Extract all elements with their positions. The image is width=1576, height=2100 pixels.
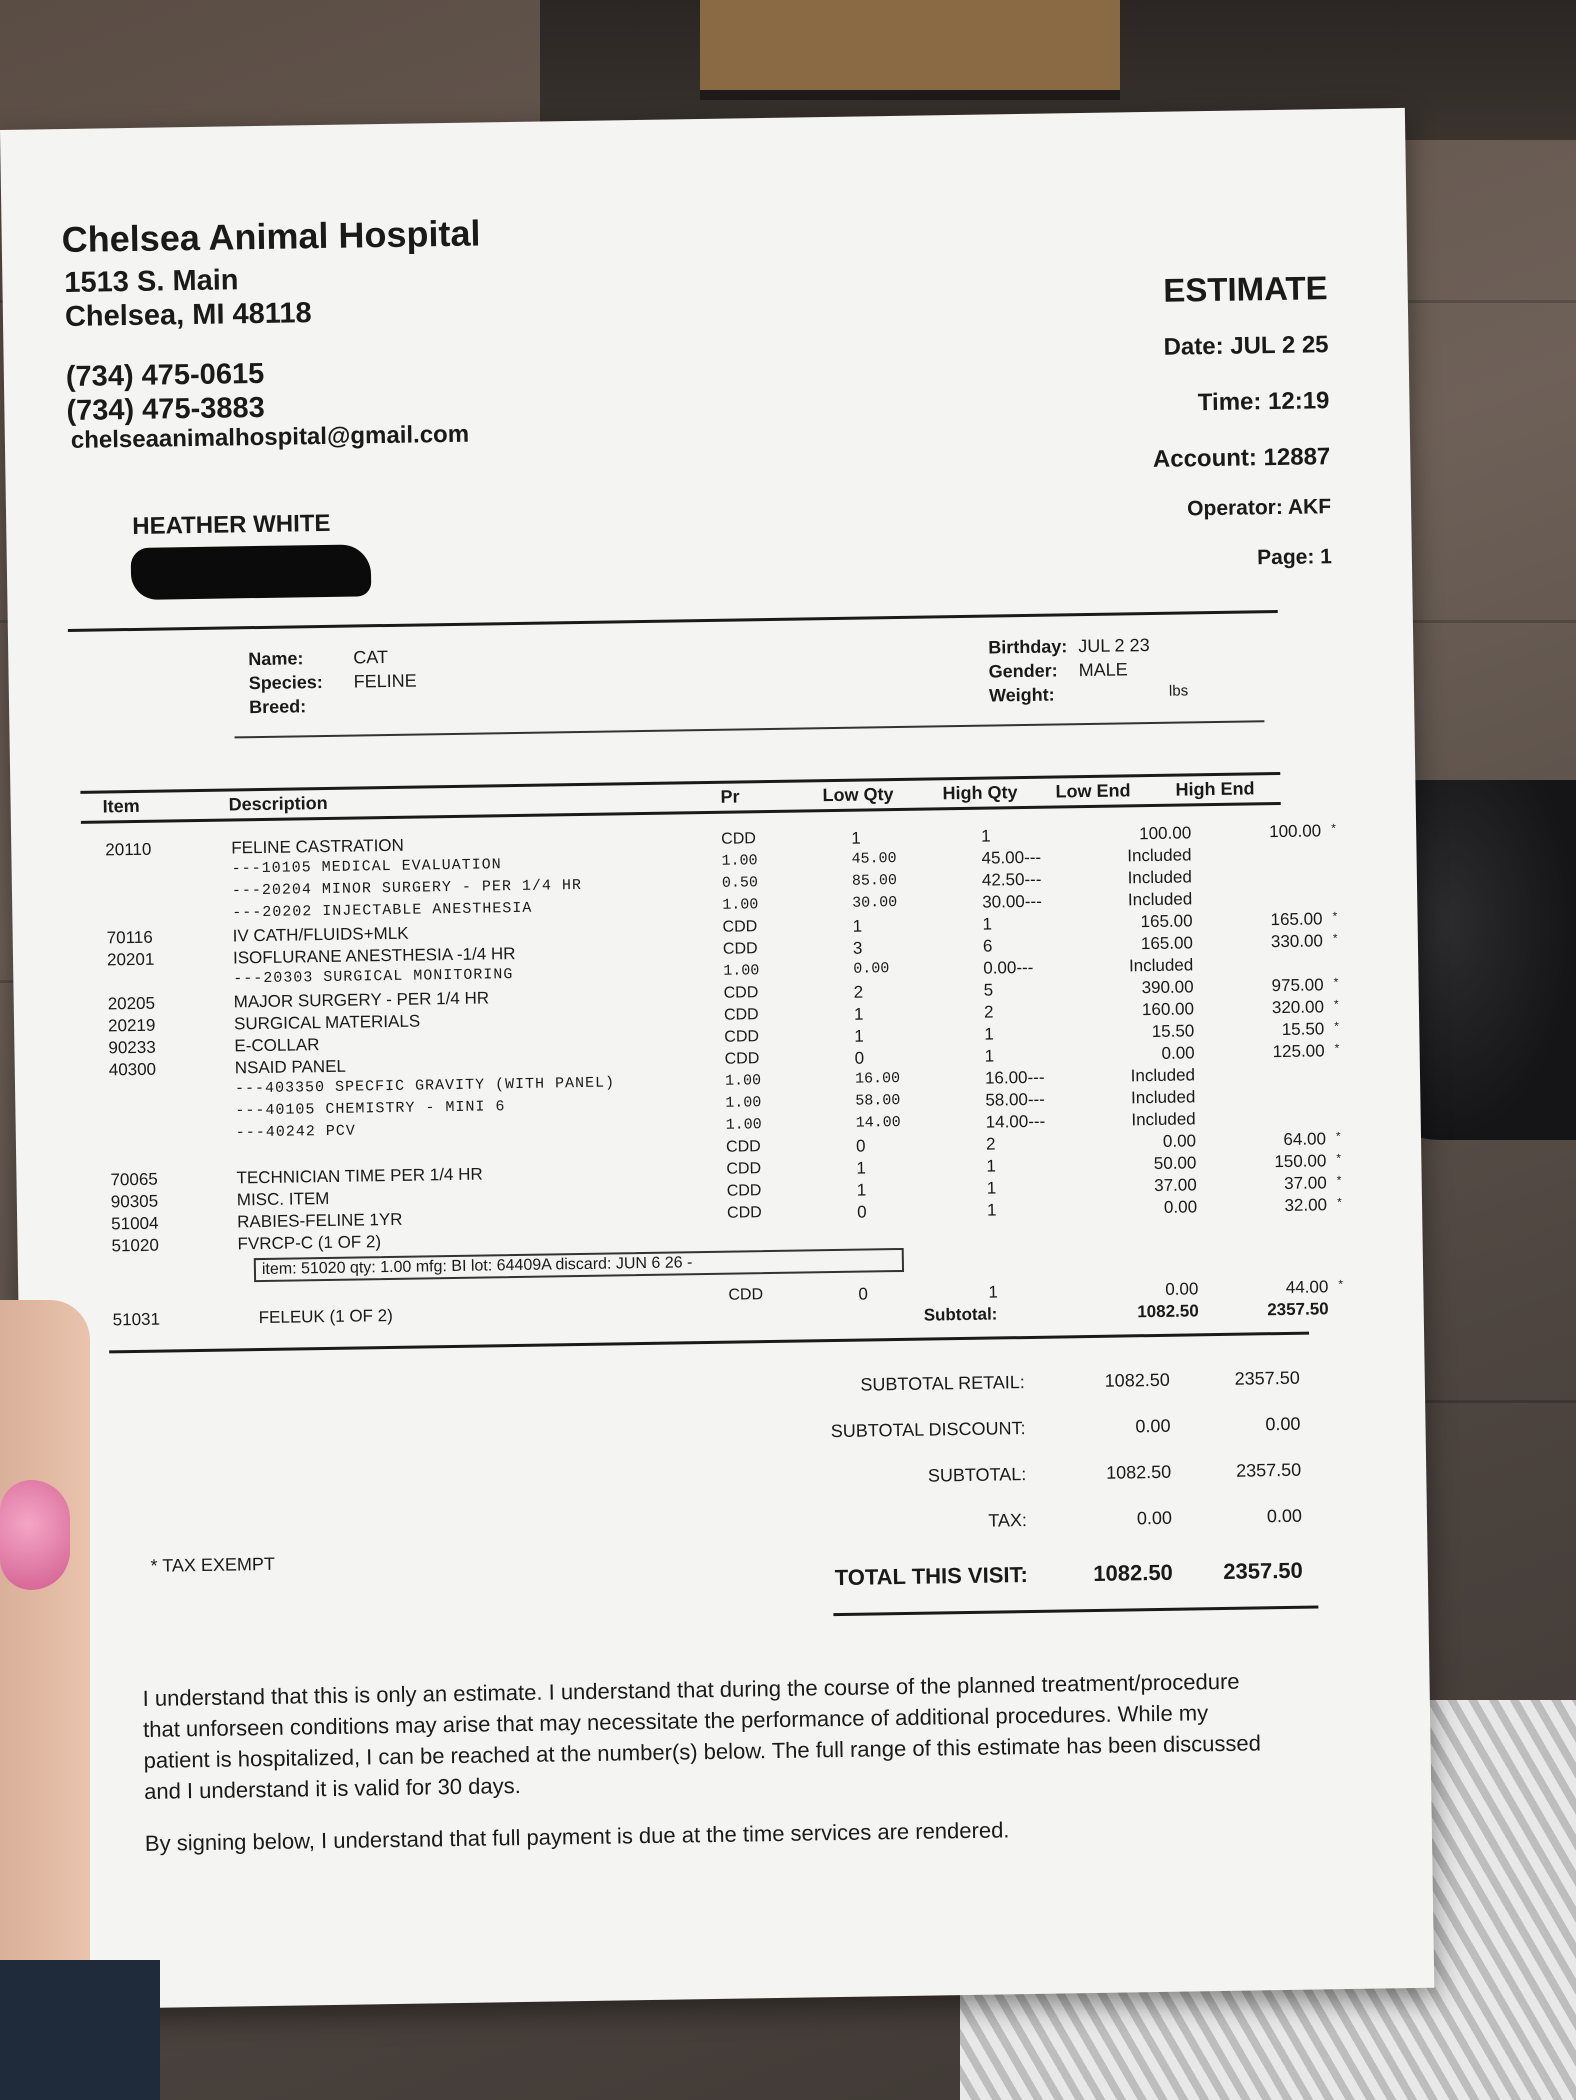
item-mark: * [1333,975,1339,990]
item-mark: * [1335,1129,1341,1144]
estimate-time: Time: 12:19 [1197,387,1330,417]
item-high-qty: 5 [983,980,994,1000]
item-low-end: Included [1130,1065,1196,1086]
item-pr: CDD [724,1050,760,1068]
tax-exempt-note: * TAX EXEMPT [150,1553,276,1576]
item-low-end: Included [1127,889,1193,910]
total-visit-low: 1082.50 [1093,1559,1173,1587]
item-pr: CDD [723,1006,759,1024]
item-low-qty: 1 [856,1158,867,1178]
pet-info-divider [235,720,1265,738]
clinic-address-line2: Chelsea, MI 48118 [64,297,312,334]
item-pr: CDD [726,1182,762,1200]
item-low-end: 0.00 [1161,1043,1195,1063]
item-pr: CDD [722,940,758,958]
item-description: ---20202 INJECTABLE ANESTHESIA [232,899,533,922]
item-code: 70116 [106,927,153,948]
jeans-sleeve [0,1960,160,2100]
item-high-qty: 2 [983,1002,994,1022]
pet-gender: MALE [1078,659,1128,681]
item-low-qty: 0.00 [853,960,890,978]
item-high-end: 32.00 [1284,1195,1328,1215]
col-header-low-qty: Low Qty [822,784,894,806]
item-low-qty: 0 [858,1284,869,1304]
item-low-end: 37.00 [1154,1175,1197,1195]
item-high-end: 975.00 [1271,975,1324,996]
item-high-end: 330.00 [1270,931,1324,952]
item-high-end: 100.00 [1269,821,1322,842]
item-description: ---20303 SURGICAL MONITORING [233,966,514,988]
item-high-end: 320.00 [1271,997,1325,1018]
item-low-qty: 3 [852,938,863,958]
item-high-qty: 30.00--- [982,891,1042,912]
item-description: FELEUK (1 OF 2) [258,1305,393,1328]
tax-low: 0.00 [1136,1507,1173,1529]
item-low-end: 0.00 [1162,1131,1197,1151]
total-underline [833,1605,1318,1616]
item-high-qty: 1 [986,1156,997,1176]
operator: Operator: AKF [1187,495,1332,521]
item-mark: * [1332,909,1338,924]
item-mark: * [1333,997,1339,1012]
background-furniture [700,0,1120,100]
item-pr: CDD [725,1138,761,1156]
pet-weight-unit: lbs [1168,682,1189,700]
item-low-end: 100.00 [1139,823,1192,844]
item-description: SURGICAL MATERIALS [233,1011,421,1034]
item-description: RABIES-FELINE 1YR [237,1209,403,1232]
estimate-document [0,108,1434,2010]
clinic-name: Chelsea Animal Hospital [61,212,481,261]
subtotal-high: 2357.50 [1267,1299,1329,1320]
item-code: 51004 [111,1213,159,1234]
estimate-disclaimer: I understand that this is only an estimate. I understand that during the course of the planned treatment/procedure that unforseen conditions may arise that may necessitate the performance of additional procedures. While my patient is hospitalized, I can be reached at the number(s) below. The full range of this estimate has been discussed and I understand it is valid for 30 days. [142,1668,1262,1804]
item-pr: 0.50 [721,874,759,892]
item-high-qty: 45.00--- [981,847,1042,868]
item-low-end: 160.00 [1141,999,1195,1020]
item-low-end: 0.00 [1163,1197,1198,1217]
item-low-end: Included [1128,955,1194,976]
item-description: E-COLLAR [234,1035,320,1056]
item-low-end: Included [1127,845,1192,866]
item-low-qty: 16.00 [854,1069,901,1088]
pet-species-label: Species: [248,671,323,694]
item-low-end: 50.00 [1153,1153,1197,1174]
item-high-qty: 42.50--- [981,869,1042,890]
page-number: Page: 1 [1256,545,1333,570]
item-low-end: 165.00 [1140,933,1194,954]
item-low-end: Included [1127,867,1193,888]
item-pr: CDD [728,1286,764,1304]
item-low-qty: 0 [854,1048,865,1068]
item-low-end: 0.00 [1165,1279,1199,1299]
item-high-end: 165.00 [1270,909,1323,930]
item-code: 20110 [105,839,152,860]
item-low-qty: 1 [854,1026,864,1046]
pet-weight-label: Weight: [988,684,1055,706]
item-low-end: Included [1131,1109,1196,1130]
item-mark: * [1336,1151,1342,1166]
item-high-end: 125.00 [1272,1041,1325,1062]
item-high-qty: 1 [981,826,991,846]
item-description: ---20204 MINOR SURGERY - PER 1/4 HR [231,876,583,900]
subtotal-discount-high: 0.00 [1265,1413,1301,1435]
item-description: TECHNICIAN TIME PER 1/4 HR [236,1164,483,1188]
item-description: ---40242 PCV [235,1122,356,1142]
item-description: ---403350 SPECFIC GRAVITY (WITH PANEL) [234,1074,616,1098]
document-title: ESTIMATE [1162,269,1328,309]
item-high-qty: 1 [986,1178,997,1198]
item-code: 51031 [112,1309,161,1330]
item-high-qty: 6 [982,936,993,956]
item-low-qty: 0 [856,1202,867,1222]
clinic-phone2: (734) 475-3883 [66,391,265,427]
estimate-date: Date: JUL 2 25 [1163,331,1329,361]
item-high-qty: 1 [984,1024,994,1044]
subtotal-low: 1082.50 [1137,1301,1199,1322]
item-pr: 1.00 [722,896,759,914]
header-divider [68,610,1278,632]
clinic-phone1: (734) 475-0615 [65,357,265,393]
item-high-end: 37.00 [1284,1173,1327,1193]
col-header-high-end: High End [1175,778,1255,800]
item-mark: * [1331,821,1336,836]
item-high-qty: 14.00--- [985,1111,1046,1132]
pet-name: CAT [353,646,389,668]
subtotal-label-2: SUBTOTAL: [927,1464,1027,1486]
item-pr: 1.00 [725,1116,762,1134]
item-pr: 1.00 [724,1072,762,1090]
item-code: 90233 [108,1037,156,1058]
item-low-qty: 2 [853,982,864,1002]
lot-note: item: 51020 qty: 1.00 mfg: BI lot: 64409A discard: JUN 6 26 - [254,1248,904,1282]
item-high-qty: 0.00--- [983,957,1034,978]
item-low-qty: 1 [851,828,861,848]
redaction-mark [131,544,372,600]
item-low-qty: 1 [852,916,863,936]
col-header-low-end: Low End [1055,780,1131,802]
item-high-qty: 1 [982,914,993,934]
subtotal-retail-high: 2357.50 [1234,1367,1300,1389]
item-pr: CDD [721,830,757,848]
total-visit-label: TOTAL THIS VISIT: [834,1562,1029,1591]
clinic-email: chelseaanimalhospital@gmail.com [70,420,470,454]
item-description: FELINE CASTRATION [231,835,404,858]
item-low-end: 165.00 [1140,911,1193,932]
item-code: 40300 [108,1059,157,1080]
subtotal-retail-low: 1082.50 [1104,1369,1170,1391]
item-low-qty: 0 [855,1136,866,1156]
item-pr: CDD [726,1160,762,1178]
item-description: ---40105 CHEMISTRY - MINI 6 [235,1098,506,1120]
item-description: NSAID PANEL [234,1056,347,1078]
item-description: IV CATH/FLUIDS+MLK [232,923,409,946]
item-description: MISC. ITEM [236,1188,330,1210]
item-high-qty: 1 [988,1282,998,1302]
item-high-end: 150.00 [1274,1151,1327,1172]
item-code: 90305 [110,1191,159,1212]
item-code: 51020 [111,1235,159,1256]
item-mark: * [1332,931,1338,946]
col-header-description: Description [228,792,328,815]
subtotal-discount-low: 0.00 [1135,1415,1171,1437]
item-low-qty: 14.00 [855,1113,901,1132]
item-low-qty: 58.00 [855,1091,901,1110]
item-low-end: 390.00 [1141,977,1194,998]
col-header-high-qty: High Qty [942,782,1018,804]
item-low-end: 15.50 [1151,1021,1195,1042]
item-low-qty: 85.00 [851,872,898,890]
item-description: ISOFLURANE ANESTHESIA -1/4 HR [232,944,516,968]
item-mark: * [1334,1041,1340,1056]
item-code: 70065 [110,1169,158,1190]
item-high-end: 44.00 [1285,1277,1329,1297]
client-name: HEATHER WHITE [132,509,331,540]
pet-birthday-label: Birthday: [988,636,1068,658]
item-high-end: 64.00 [1283,1129,1327,1149]
pet-breed-label: Breed: [248,696,307,718]
subtotal-low-2: 1082.50 [1105,1461,1172,1483]
subtotal-high-2: 2357.50 [1235,1459,1302,1481]
item-high-end: 15.50 [1281,1019,1325,1039]
item-pr: CDD [723,984,759,1002]
item-high-qty: 16.00--- [984,1067,1045,1088]
tax-label: TAX: [988,1510,1028,1531]
item-low-qty: 1 [856,1180,867,1200]
item-code: 20219 [107,1015,156,1036]
item-code: 20201 [106,949,155,970]
account-number: Account: 12887 [1152,443,1331,473]
clinic-address-line1: 1513 S. Main [64,264,239,300]
pet-gender-label: Gender: [988,660,1058,682]
item-pr: 1.00 [721,852,758,870]
item-pr: CDD [726,1204,762,1222]
pet-birthday: JUL 2 23 [1078,635,1150,657]
item-mark: * [1334,1019,1340,1034]
subtotal-retail-label: SUBTOTAL RETAIL: [860,1372,1025,1395]
item-mark: * [1336,1173,1342,1188]
item-low-qty: 30.00 [852,894,898,912]
total-visit-high: 2357.50 [1223,1557,1303,1584]
item-low-qty: 45.00 [851,850,897,868]
item-high-qty: 58.00--- [985,1089,1046,1110]
item-mark: * [1338,1277,1344,1292]
item-description: FVRCP-C (1 OF 2) [237,1232,382,1254]
table-bottom-rule [109,1332,1309,1354]
item-description: MAJOR SURGERY - PER 1/4 HR [233,988,490,1012]
col-header-pr: Pr [720,786,740,807]
tax-high: 0.00 [1266,1505,1303,1527]
item-code: 20205 [107,993,156,1014]
item-low-qty: 1 [853,1004,864,1024]
item-high-qty: 2 [985,1134,996,1154]
item-high-qty: 1 [984,1046,995,1066]
item-low-end: Included [1130,1087,1196,1108]
item-high-qty: 1 [986,1200,997,1220]
item-pr: CDD [722,918,758,936]
item-description: ---10105 MEDICAL EVALUATION [231,856,502,878]
item-pr: 1.00 [723,962,760,980]
item-pr: 1.00 [725,1094,762,1112]
pet-species: FELINE [353,670,417,692]
pet-name-label: Name: [248,648,304,670]
col-header-item: Item [102,795,140,817]
painted-fingernail [0,1480,70,1590]
payment-statement: By signing below, I understand that full payment is due at the time services are rendered. [144,1817,1010,1856]
item-pr: CDD [724,1028,760,1046]
item-mark: * [1336,1195,1342,1210]
subtotal-discount-label: SUBTOTAL DISCOUNT: [830,1418,1026,1442]
subtotal-label: Subtotal: [923,1304,998,1325]
